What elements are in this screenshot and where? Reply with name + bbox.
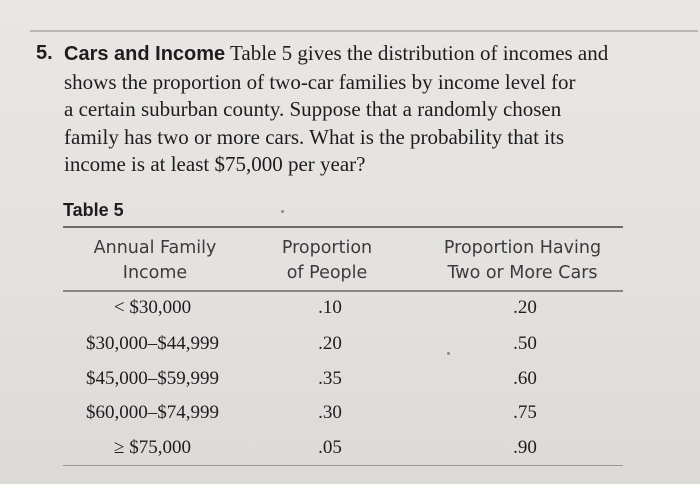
problem-5 <box>36 40 636 179</box>
table-cell-people: .05 <box>318 437 342 458</box>
header-proportion-cars <box>425 236 620 286</box>
problem-number: 5. <box>36 42 53 64</box>
table-cell-income: $30,000–$44,999 <box>86 333 219 354</box>
problem-line-4: family has two or more cars. What is the probability that its <box>64 124 565 149</box>
table-cell-people: .20 <box>318 333 342 354</box>
problem-line-1: Table 5 gives the distribution of incomes and <box>230 41 609 65</box>
problem-text <box>64 40 636 179</box>
table-cell-income: < $30,000 <box>113 297 192 318</box>
header-people-line-1: Proportion <box>281 238 373 258</box>
header-cars-line-1: Proportion Having <box>443 238 602 258</box>
header-income-line-2: Income <box>122 263 188 283</box>
table-cell-income: $60,000–$74,999 <box>86 402 219 423</box>
header-people-line-2: of People <box>286 263 368 283</box>
problem-title: Cars and Income <box>64 43 226 65</box>
header-proportion-people <box>262 236 392 286</box>
header-cars-line-2: Two or More Cars <box>447 263 598 283</box>
table-cell-cars: .60 <box>513 368 537 389</box>
table-cell-cars: .75 <box>513 402 537 423</box>
table-header-rule <box>63 290 623 292</box>
table-cell-cars: .50 <box>513 333 537 354</box>
header-income-line-1: Annual Family <box>93 238 217 258</box>
top-rule <box>30 30 698 32</box>
table-cell-income: ≥ $75,000 <box>114 437 191 458</box>
table-cell-cars: .90 <box>513 437 537 458</box>
table-cell-cars: .20 <box>513 297 537 318</box>
table-caption: Table 5 <box>63 200 124 220</box>
table-cell-people: .10 <box>318 297 342 318</box>
table-cell-income: $45,000–$59,999 <box>86 368 219 389</box>
table-cell-people: .35 <box>318 368 342 389</box>
problem-line-2: shows the proportion of two-car families by income level for <box>64 69 576 94</box>
table-bottom-rule <box>63 465 623 466</box>
problem-line-3: a certain suburban county. Suppose that a randomly chosen <box>64 97 562 121</box>
problem-line-5: income is at least $75,000 per year? <box>64 152 366 176</box>
header-income <box>70 236 240 286</box>
print-speck <box>281 210 284 213</box>
table-top-rule <box>63 226 623 228</box>
table-cell-people: .30 <box>318 402 342 423</box>
print-speck <box>447 352 450 355</box>
